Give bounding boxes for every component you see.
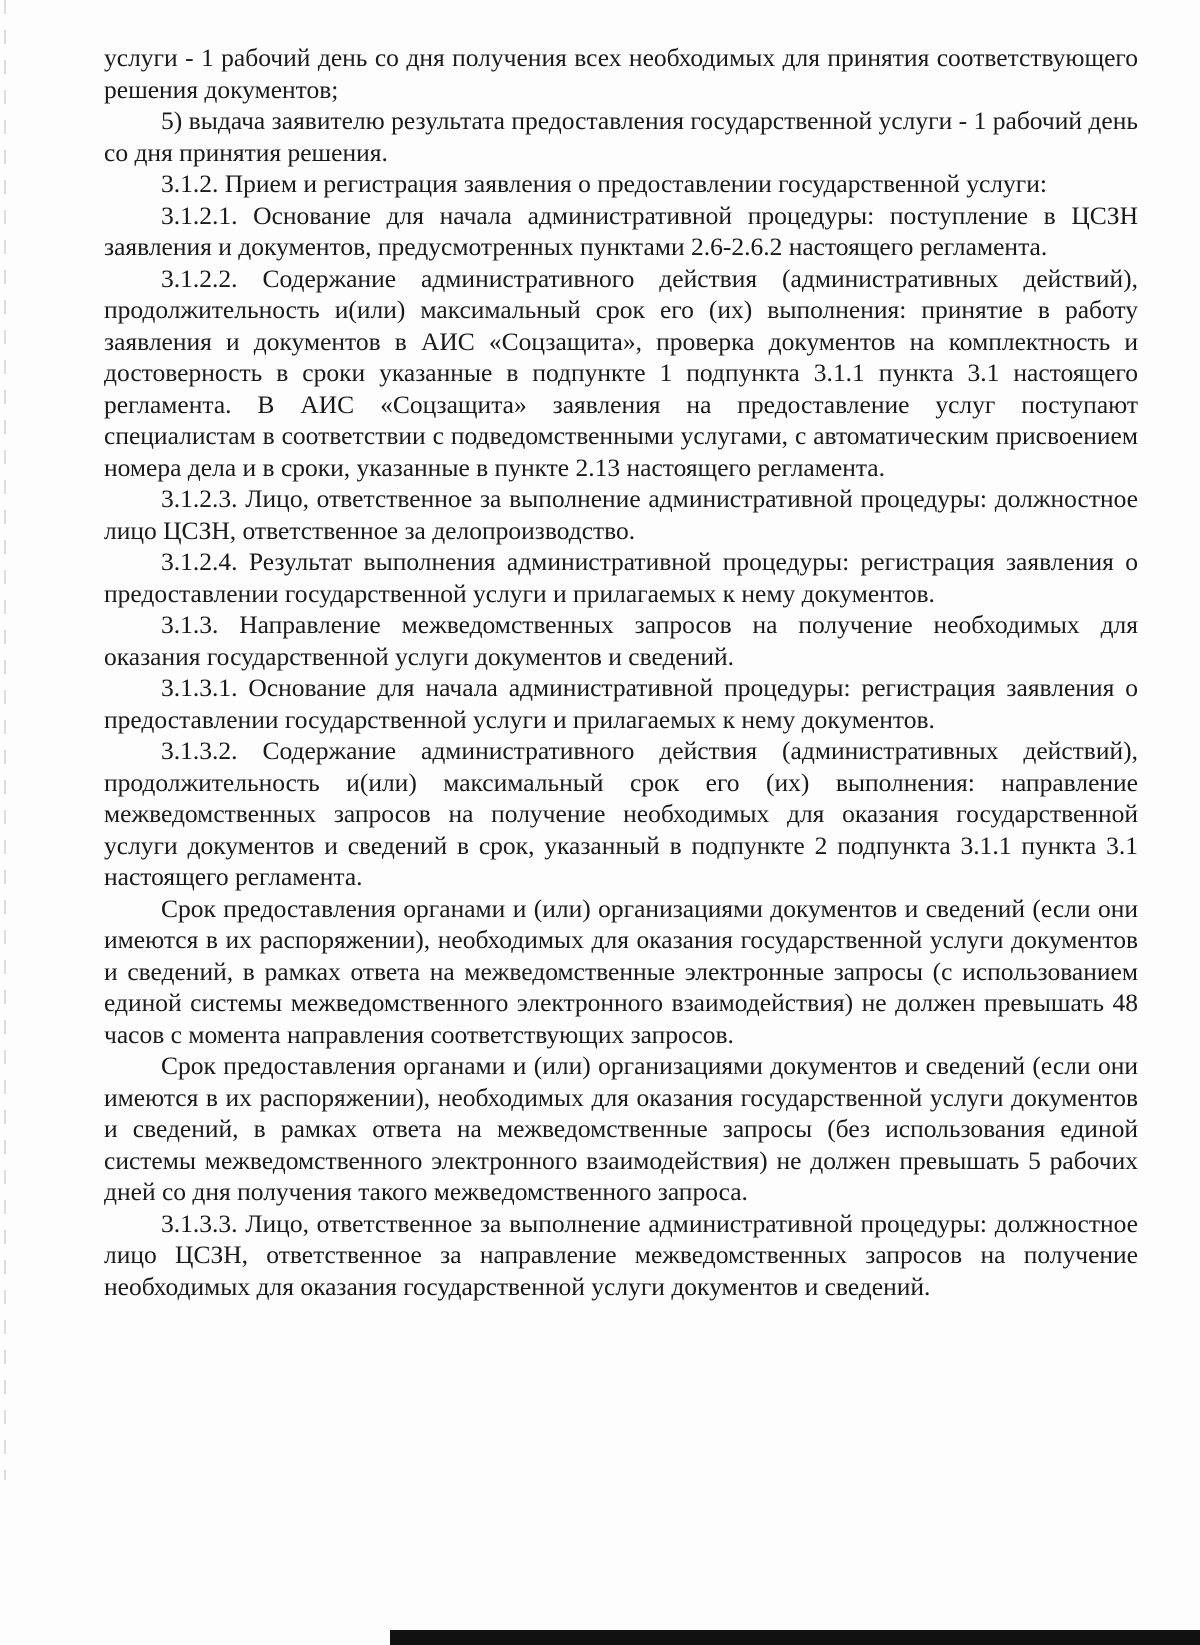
paragraph-3-1-3-1: 3.1.3.1. Основание для начала административной процедуры: регистрация заявления о предоставлении государственной услуги и прилагаемых к нему документов. — [104, 673, 1138, 734]
paragraph-item-5: 5) выдача заявителю результата предоставления государственной услуги - 1 рабочий день со дня принятия решения. — [104, 106, 1138, 167]
paragraph-electronic-requests-term: Срок предоставления органами и (или) организациями документов и сведений (если они имеются в их распоряжении), необходимых для оказания государственной услуги документов и сведений, в рамках ответа на межведомственные электронные запросы (с использованием единой системы межведомственного электронного взаимодействия) не должен превышать 48 часов с момента направления соответствующих запросов. — [104, 893, 1138, 1049]
scan-edge-marks — [4, 0, 6, 1480]
paragraph-3-1-2-4: 3.1.2.4. Результат выполнения административной процедуры: регистрация заявления о предоставлении государственной услуги и прилагаемых к нему документов. — [104, 547, 1138, 608]
paragraph-3-1-2-3: 3.1.2.3. Лицо, ответственное за выполнение административной процедуры: должностное лицо ЦСЗН, ответственное за делопроизводство. — [104, 484, 1138, 545]
paragraph-continuation: услуги - 1 рабочий день со дня получения всех необходимых для принятия соответствующего решения документов; — [104, 43, 1138, 104]
paragraph-3-1-2-2: 3.1.2.2. Содержание административного действия (административных действий), продолжительность и(или) максимальный срок его (их) выполнения: принятие в работу заявления и документов в АИС «Соцзащита», проверка документов на комплектность и достоверность в сроки указанные в подпункте 1 подпункта 3.1.1 пункта 3.1 настоящего регламента. В АИС «Соцзащита» заявления на предоставление услуг поступают специалистам в соответствии с подведомственными услугами, с автоматическим присвоением номера дела и в сроки, указанные в пункте 2.13 настоящего регламента. — [104, 263, 1138, 482]
document-body — [104, 42, 1138, 1302]
paragraph-3-1-3: 3.1.3. Направление межведомственных запросов на получение необходимых для оказания государственной услуги документов и сведений. — [104, 610, 1138, 671]
paragraph-3-1-2-1: 3.1.2.1. Основание для начала административной процедуры: поступление в ЦСЗН заявления и документов, предусмотренных пунктами 2.6-2.6.2 настоящего регламента. — [104, 200, 1138, 261]
paragraph-3-1-2: 3.1.2. Прием и регистрация заявления о предоставлении государственной услуги: — [161, 169, 1047, 198]
bottom-edge-rule — [390, 1630, 1200, 1645]
paragraph-non-electronic-requests-term: Срок предоставления органами и (или) организациями документов и сведений (если они имеются в их распоряжении), необходимых для оказания государственной услуги документов и сведений, в рамках ответа на межведомственные запросы (без использования единой системы межведомственного электронного взаимодействия) не должен превышать 5 рабочих дней со дня получения такого межведомственного запроса. — [104, 1051, 1138, 1206]
paragraph-3-1-3-3: 3.1.3.3. Лицо, ответственное за выполнение административной процедуры: должностное лицо ЦСЗН, ответственное за направление межведомственных запросов на получение необходимых для оказания государственной услуги документов и сведений. — [104, 1208, 1138, 1301]
paragraph-3-1-3-2: 3.1.3.2. Содержание административного действия (административных действий), продолжительность и(или) максимальный срок его (их) выполнения: направление межведомственных запросов на получение необходимых для оказания государственной услуги документов и сведений в срок, указанный в подпункте 2 подпункта 3.1.1 пункта 3.1 настоящего регламента. — [104, 736, 1138, 891]
